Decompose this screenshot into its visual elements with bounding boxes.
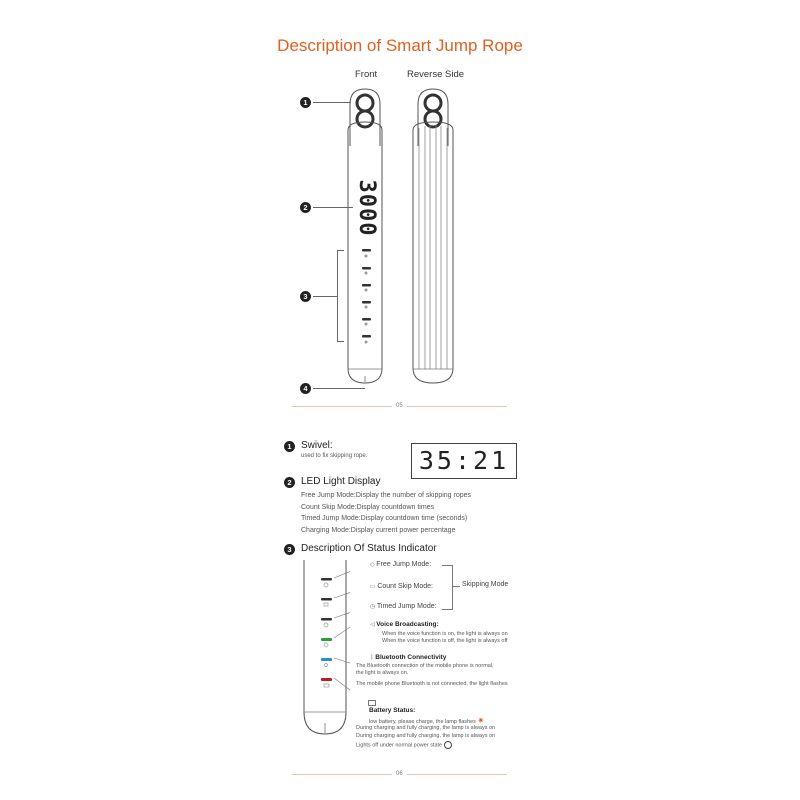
swivel-title: Swivel: — [301, 440, 333, 451]
lamp-off-icon — [444, 741, 452, 749]
battery-charging-line-2: During charging and fully charging, the lamp is always on — [356, 733, 496, 739]
section-2-bullet: 2 — [284, 477, 295, 488]
timer-icon: ◷ — [370, 604, 377, 610]
count-skip-label: ▭ Count Skip Mode: — [370, 583, 433, 590]
battery-normal-text: Lights off under normal power state — [356, 741, 452, 749]
skipping-mode-bracket — [442, 565, 453, 610]
bluetooth-normal-line-1: The Bluetooth connection of the mobile phone is normal, — [356, 663, 494, 669]
indicator-battery — [321, 678, 332, 681]
free-jump-label: ◇ Free Jump Mode: — [370, 561, 432, 568]
led-title: LED Light Display — [301, 476, 381, 487]
battery-status-title: Battery Status: — [369, 707, 416, 714]
voice-broadcasting-title: ◁ Voice Broadcasting: — [370, 621, 439, 628]
page-number-05: 05 — [396, 403, 403, 409]
reverse-side-label: Reverse Side — [407, 69, 465, 80]
page-number-06: 06 — [396, 771, 403, 777]
skipping-mode-label: Skipping Mode — [462, 581, 509, 588]
reverse-handle-illustration — [408, 86, 458, 388]
callout-3-bracket — [337, 250, 344, 342]
page-rule-right — [407, 406, 507, 407]
bluetooth-icon: ᛒ — [370, 655, 376, 661]
callout-1: 1 — [300, 97, 311, 108]
led-line-charging: Charging Mode:Display current power percentage — [301, 526, 456, 534]
timed-jump-label: ◷ Timed Jump Mode: — [370, 603, 437, 610]
page-title: Description of Smart Jump Rope — [277, 36, 523, 55]
front-label: Front — [355, 69, 378, 80]
callout-2-line — [313, 207, 353, 208]
battery-low-text: low battery, please charge, the lamp flashes ✷ — [369, 716, 485, 725]
bluetooth-normal-line-2: the light is always on. — [356, 670, 409, 676]
flashing-lamp-icon: ✷ — [477, 716, 485, 725]
free-jump-icon: ◇ — [370, 562, 377, 568]
led-line-count-skip: Count Skip Mode:Display countdown times — [301, 503, 435, 511]
page-rule-right-2 — [407, 774, 507, 775]
count-skip-icon: ▭ — [370, 584, 378, 590]
status-handle-illustration — [300, 560, 350, 740]
sample-led-display — [411, 443, 517, 479]
page-rule-left-2 — [292, 774, 392, 775]
bluetooth-not-connected: The mobile phone Bluetooth is not connected, the light flashes — [356, 681, 508, 687]
status-title: Description Of Status Indicator — [301, 543, 437, 554]
indicator-free-jump — [321, 578, 332, 581]
callout-4-line — [313, 388, 365, 389]
sample-display-digits: 35:21 — [418, 446, 510, 475]
led-description-list — [301, 490, 471, 536]
led-line-timed-jump: Timed Jump Mode:Display countdown time (seconds) — [301, 515, 468, 522]
led-line-free-jump: Free Jump Mode:Display the number of skipping ropes — [301, 492, 472, 499]
indicator-bluetooth — [321, 658, 332, 661]
callout-2: 2 — [300, 202, 311, 213]
speaker-icon: ◁ — [370, 622, 377, 628]
swivel-top-circle — [357, 95, 373, 111]
callout-1-line — [313, 102, 351, 103]
section-1-bullet: 1 — [284, 441, 295, 452]
swivel-description: used to fix skipping rope. — [301, 453, 368, 459]
section-3-bullet: 3 — [284, 544, 295, 555]
battery-charging-line-1: During charging and fully charging, the lamp is always on — [356, 725, 496, 731]
battery-icon — [368, 700, 376, 706]
indicator-voice — [321, 638, 332, 641]
swivel-bottom-circle — [357, 111, 373, 127]
voice-on-text: When the voice function is on, the light is always on — [382, 631, 508, 637]
page-rule-left — [292, 406, 392, 407]
front-display-digits: 3000 — [354, 179, 379, 237]
indicator-count-skip — [321, 598, 332, 601]
indicator-timed-jump — [321, 618, 332, 621]
voice-off-text: When the voice function is off, the light is always off — [382, 638, 508, 644]
callout-3: 3 — [300, 291, 311, 302]
bluetooth-title: ᛒ Bluetooth Connectivity — [370, 654, 447, 661]
callout-4: 4 — [300, 383, 311, 394]
callout-3-line — [313, 296, 337, 297]
